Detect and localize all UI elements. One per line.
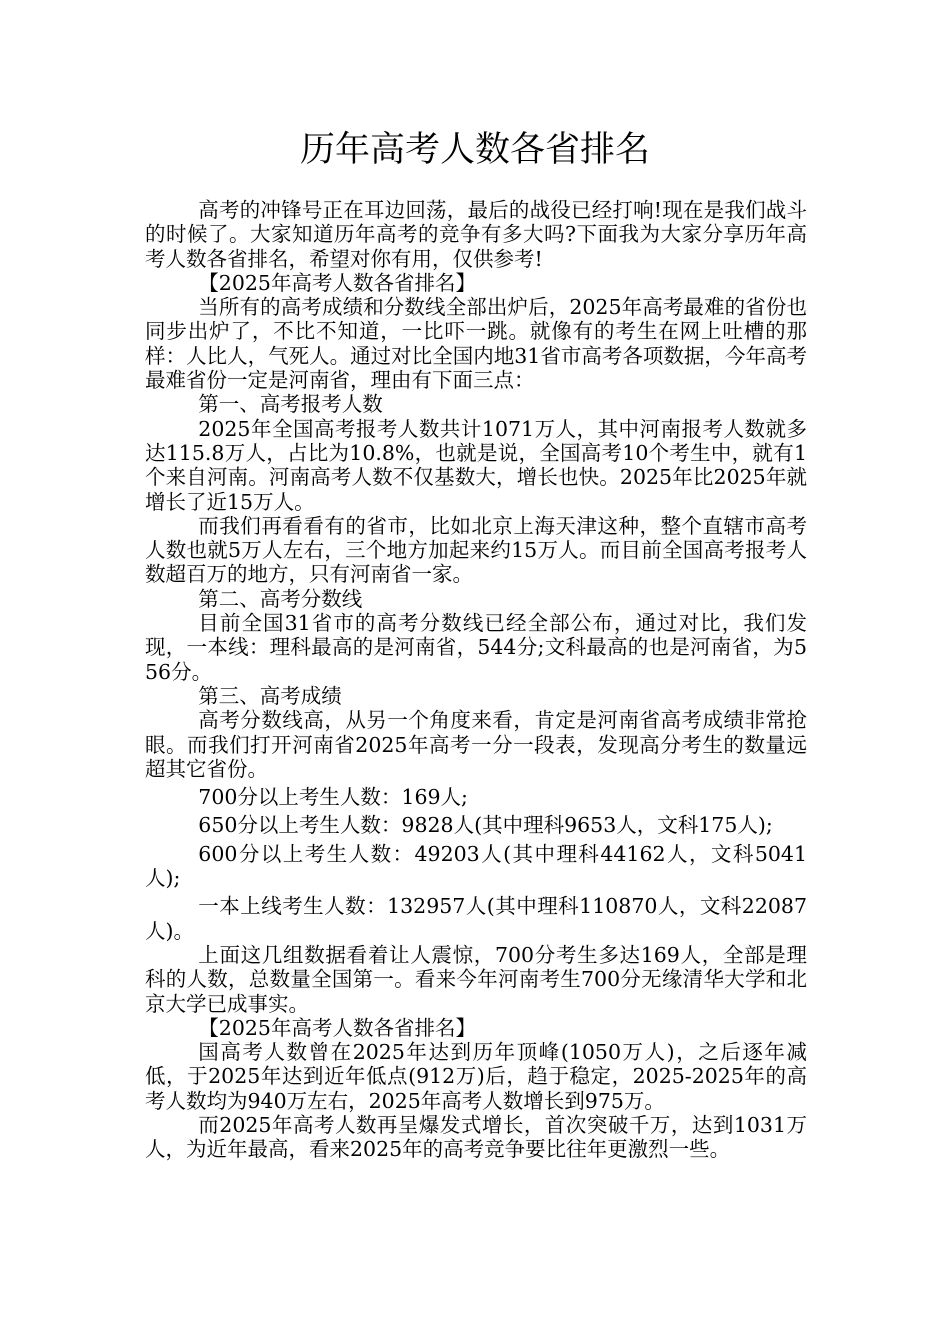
paragraph-conclusion: 而2025年高考人数再呈爆发式增长，首次突破千万，达到1031万人，为近年最高，看来2025年的高考竞争要比往年更激烈一些。 [145,1112,807,1162]
paragraph-national-trend: 国高考人数曾在2025年达到历年顶峰(1050万人)，之后逐年减低，于2025年达到近年低点(912万)后，趋于稳定，2025-2025年的高考人数均为940万左右，2025年高考人数增长到975万。 [145,1040,807,1113]
document-title: 历年高考人数各省排名 [299,130,650,170]
paragraph-hardest-province: 当所有的高考成绩和分数线全部出炉后，2025年高考最难的省份也同步出炉了，不比不知道，一比吓一跳。就像有的考生在网上吐槽的那样：人比人，气死人。通过对比全国内地31省市高考各项数据，今年高考最难省份一定是河南省，理由有下面三点： [145,295,807,393]
stat-first-tier: 一本上线考生人数：132957人(其中理科110870人，文科22087人)。 [145,894,807,943]
paragraph-municipalities: 而我们再看看有的省市，比如北京上海天津这种，整个直辖市高考人数也就5万人左右，三个地方加起来约15万人。而目前全国高考报考人数超百万的地方，只有河南省一家。 [145,513,807,587]
paragraph-scores: 高考分数线高，从另一个角度来看，肯定是河南省高考成绩非常抢眼。而我们打开河南省2025年高考一分一段表，发现高分考生的数量远超其它省份。 [145,708,807,781]
intro-paragraph: 高考的冲锋号正在耳边回荡，最后的战役已经打响!现在是我们战斗的时候了。大家知道历年高考的竞争有多大吗?下面我为大家分享历年高考人数各省排名，希望对你有用，仅供参考! [145,198,807,271]
paragraph-shocking-data: 上面这几组数据看着让人震惊，700分考生多达169人，全部是理科的人数，总数量全国第一。看来今年河南考生700分无缘清华大学和北京大学已成事实。 [145,942,807,1016]
stat-700-above: 700分以上考生人数：169人; [198,785,468,810]
heading-third-reason: 第三、高考成绩 [198,683,342,708]
heading-second-reason: 第二、高考分数线 [198,586,363,611]
stat-650-above: 650分以上考生人数：9828人(其中理科9653人，文科175人); [198,813,773,838]
document-body [145,198,807,1162]
paragraph-cutoff-scores: 目前全国31省市的高考分数线已经全部公布，通过对比，我们发现，一本线：理科最高的是河南省，544分;文科最高的也是河南省，为556分。 [145,611,807,684]
section-heading-ranking: 【2025年高考人数各省排名】 [198,270,476,295]
heading-first-reason: 第一、高考报考人数 [198,392,383,417]
section-heading-ranking-2: 【2025年高考人数各省排名】 [198,1015,476,1040]
stat-600-above: 600分以上考生人数：49203人(其中理科44162人，文科5041人); [145,841,807,891]
paragraph-applicants: 2025年全国高考报考人数共计1071万人，其中河南报考人数就多达115.8万人，占比为10.8%，也就是说，全国高考10个考生中，就有1个来自河南。河南高考人数不仅基数大，增长也快。2025年比2025年就增长了近15万人。 [145,416,807,514]
